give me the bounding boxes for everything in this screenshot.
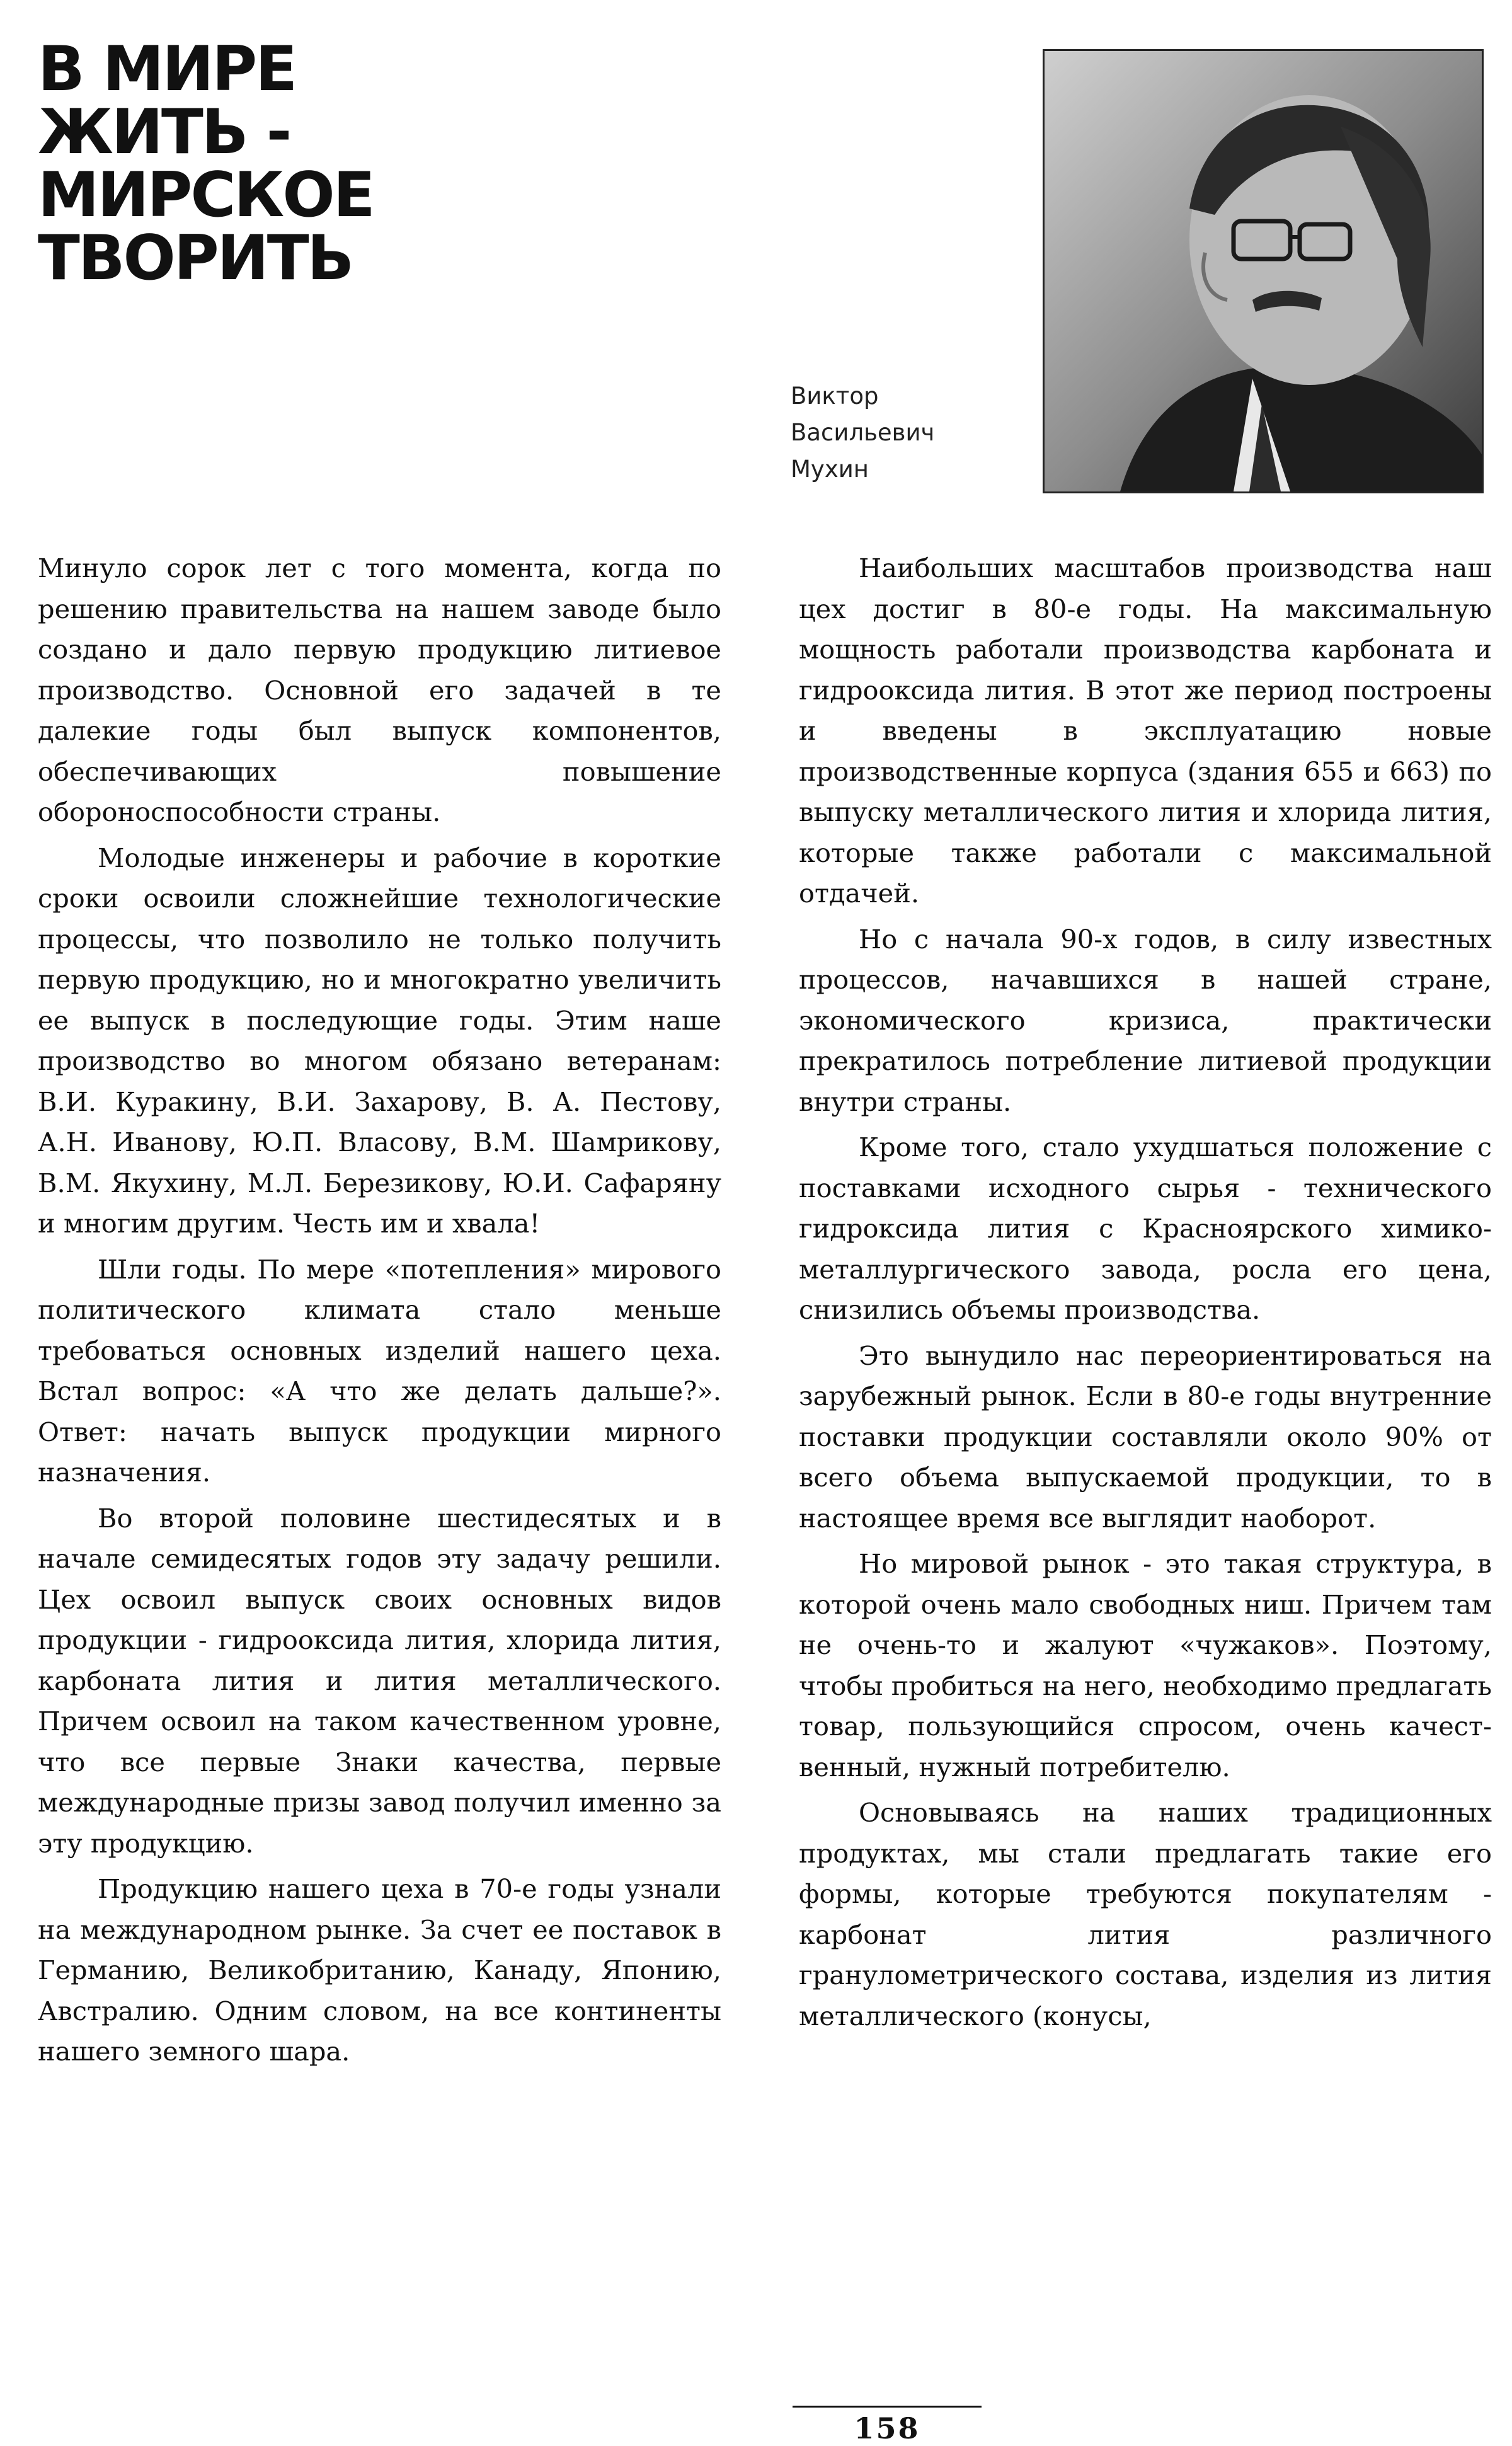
title-line: ТВОРИТЬ <box>38 222 353 294</box>
paragraph: Но с начала 90-х годов, в силу известных процессов, начавшихся в нашей стране, экономического кризиса, практически прекратилось потребление литиевой продукции внутри страны. <box>799 923 1492 1117</box>
portrait-photo-icon <box>1045 51 1482 491</box>
paragraph: Кроме того, стало ухудшаться положение с поставками исходного сырья - технического гидроксида лития с Красноярского химико-металлургического завода, росла его цена, снизились объемы производства. <box>799 1132 1492 1325</box>
left-text-column <box>38 548 721 2077</box>
title-line: В МИРЕ <box>38 33 296 105</box>
footer-rule <box>793 2406 982 2408</box>
paragraph: Шли годы. По мере «потепления» мирового политического климата стало меньше требоваться основных изделий нашего цеха. Встал вопрос: «А что же делать дальше?». Ответ: начать выпуск продукции мирного назначения. <box>38 1253 721 1488</box>
paragraph: Минуло сорок лет с того момента, когда по решению правительства на нашем заводе было создано и дало первую продукцию литиевое производство. Основной его задачей в те далекие годы был выпуск компонентов, обеспечивающих повышение обороноспособности страны. <box>38 553 721 827</box>
paragraph: Но мировой рынок - это такая структура, в которой очень мало свободных ниш. Причем там не очень-то и жалуют «чужаков». Поэтому, чтобы пробиться на него, необходимо предлагать товар, пользующийся спросом, очень качест-венный, нужный потребителю. <box>799 1548 1492 1783</box>
paragraph: Продукцию нашего цеха в 70-е годы узнали на международном рынке. За счет ее поставок в Германию, Великобританию, Канаду, Японию, Австралию. Одним словом, на все континенты нашего земного шара. <box>38 1873 721 2067</box>
paragraph: Молодые инженеры и рабочие в короткие сроки освоили сложнейшие технологические процессы, что позволило не только получить первую продукцию, но и многократно увеличить ее выпуск в последующие годы. Этим наше производство во многом обязано ветеранам: В.И. Куракину, В.И. Захарову, В. А. Пестову, А.Н. Иванову, Ю.П. Власову, В.М. Шамрикову, В.М. Якухину, М.Л. Березикову, Ю.И. Сафаряну и многим другим. Честь им и хвала! <box>38 842 721 1239</box>
paragraph: Основываясь на наших традиционных продуктах, мы стали предлагать такие его формы, которые требуются покупателям - карбонат лития различного гранулометрического состава, изделия из лития металлического (конусы, <box>799 1797 1492 2031</box>
caption-surname: Мухин <box>791 456 869 483</box>
paragraph: Это вынудило нас переориентироваться на зарубежный рынок. Если в 80-е годы внутренние поставки продукции составляли около 90% от всего объема выпускаемой продукции, то в настоящее время все выглядит наоборот. <box>799 1340 1492 1534</box>
caption-first-name: Виктор <box>791 382 879 410</box>
caption-patronymic: Васильевич <box>791 419 935 446</box>
photo-caption <box>791 378 1005 488</box>
title-line: МИРСКОЕ <box>38 159 374 231</box>
page-number: 158 <box>854 2411 920 2445</box>
portrait-photo <box>1043 49 1484 493</box>
paragraph: Во второй половине шестидесятых и в начале семидесятых годов эту задачу решили. Цех освоил выпуск своих основных видов продукции - гидрооксида лития, хлорида лития, карбоната лития и лития металлического. Причем освоил на таком качественном уровне, что все первые Знаки качества, первые международные призы завод получил именно за эту продукцию. <box>38 1502 721 1859</box>
paragraph: Наибольших масштабов производства наш цех достиг в 80-е годы. На максимальную мощность работали производства карбоната и гидрооксида лития. В этот же период построены и введены в эксплуатацию новые производственные корпуса (здания 655 и 663) по выпуску металлического лития и хлорида лития, которые также работали с максимальной отдачей. <box>799 553 1492 909</box>
article-title <box>38 33 479 294</box>
right-text-column <box>799 548 1492 2041</box>
title-line: ЖИТЬ - <box>38 96 290 168</box>
